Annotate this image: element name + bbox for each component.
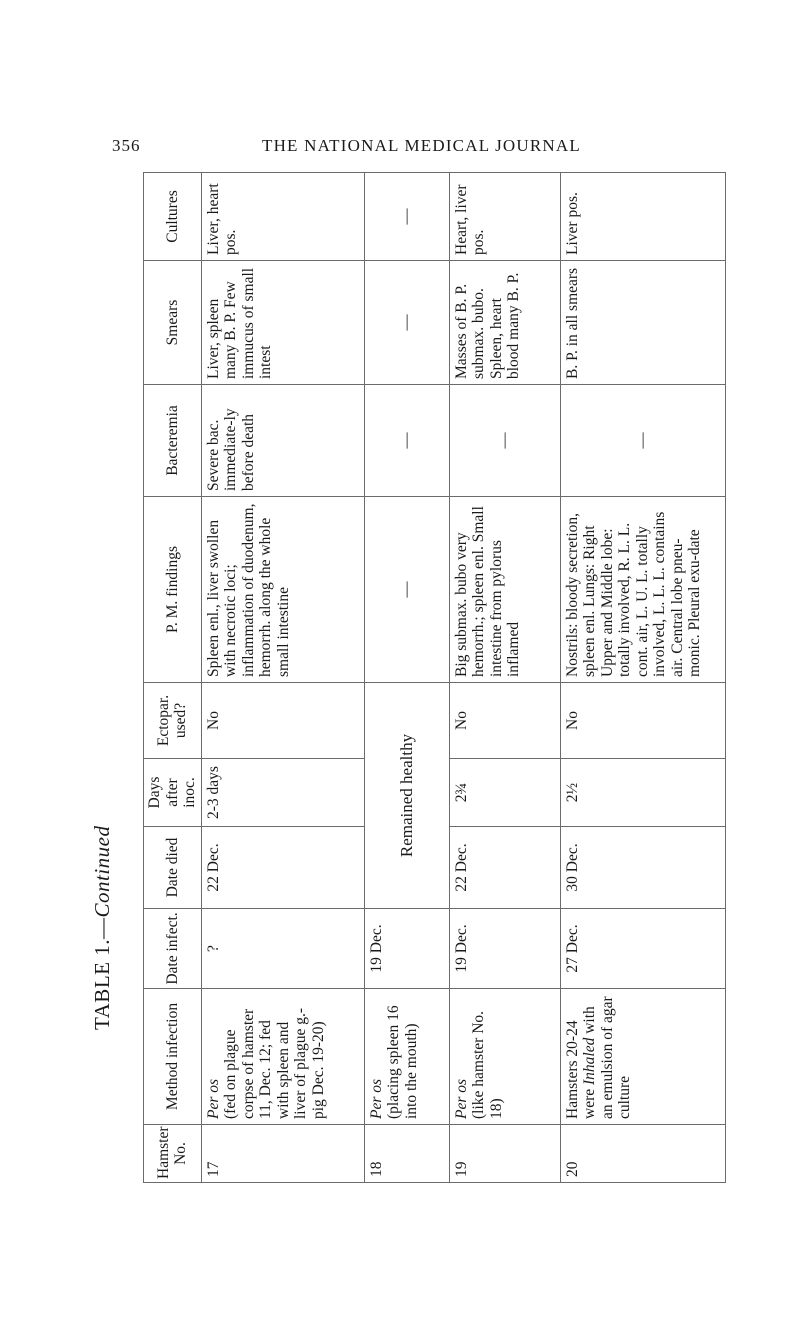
- column-header: Ectopar. used?: [144, 683, 202, 759]
- table-row: [201, 173, 364, 1183]
- hamster-number: 17: [201, 1125, 364, 1183]
- cultures-cell: Liver, heart pos.: [201, 173, 364, 261]
- bacteremia-cell: —: [449, 385, 560, 497]
- days-cell: 2½: [560, 759, 725, 827]
- method-text: with an emulsion of agar culture: [581, 996, 633, 1119]
- method-text: (placing spleen 16 into the mouth): [385, 1005, 420, 1119]
- bacteremia-cell: Severe bac. immediate-ly before death: [201, 385, 364, 497]
- date-died-cell: 22 Dec.: [449, 827, 560, 909]
- cultures-cell: Heart, liver pos.: [449, 173, 560, 261]
- bacteremia-cell: —: [560, 385, 725, 497]
- smears-cell: B. P. in all smears: [560, 261, 725, 385]
- date-infect-cell: 19 Dec.: [449, 909, 560, 989]
- cultures-cell: —: [364, 173, 449, 261]
- method-text: (like hamster No. 18): [470, 1010, 505, 1119]
- table-row: [364, 173, 449, 1183]
- table-row: [449, 173, 560, 1183]
- ectopar-cell: No: [201, 683, 364, 759]
- ectopar-cell: No: [560, 683, 725, 759]
- page-number: 356: [112, 136, 141, 155]
- column-header: Cultures: [144, 173, 202, 261]
- status-cell: Remained healthy: [364, 683, 449, 909]
- table-title-continued: Continued: [90, 825, 114, 918]
- column-header: Method infection: [144, 989, 202, 1125]
- date-died-cell: 22 Dec.: [201, 827, 364, 909]
- days-cell: 2¾: [449, 759, 560, 827]
- method-emphasis: Inhaled: [581, 1037, 598, 1085]
- method-text: (fed on plague corpse of hamster 11, Dec. 12; fed with spleen and liver of plague g.-pig Dec. 19-20): [222, 1007, 327, 1119]
- column-header: Days after inoc.: [144, 759, 202, 827]
- column-header: Hamster No.: [144, 1125, 202, 1183]
- column-header: P. M. findings: [144, 497, 202, 683]
- days-cell: 2-3 days: [201, 759, 364, 827]
- date-infect-cell: ?: [201, 909, 364, 989]
- date-infect-cell: 27 Dec.: [560, 909, 725, 989]
- method-emphasis: Per os: [452, 1078, 470, 1119]
- cultures-cell: Liver pos.: [560, 173, 725, 261]
- pm-findings-cell: Big submax. bubo very hemorrh.; spleen enl. Small intestine from pylorus inflamed: [449, 497, 560, 683]
- method-emphasis: Per os: [204, 1078, 222, 1119]
- method-cell: [201, 989, 364, 1125]
- pm-findings-cell: Spleen enl., liver swollen with necrotic loci; inflammation of duodenum, hemorrh. along the whole small intestine: [201, 497, 364, 683]
- column-header: Date infect.: [144, 909, 202, 989]
- method-prefix: Hamsters 20-24 were: [563, 1020, 598, 1119]
- smears-cell: Liver, spleen many B. P. Few immucus of small intest: [201, 261, 364, 385]
- table-title-main: TABLE 1.—: [90, 917, 114, 1030]
- column-header: Smears: [144, 261, 202, 385]
- table-row: [560, 173, 725, 1183]
- results-table: [143, 172, 726, 1183]
- method-cell: [560, 989, 725, 1125]
- header-row: [144, 173, 202, 1183]
- ectopar-cell: No: [449, 683, 560, 759]
- method-emphasis: Per os: [367, 1078, 385, 1119]
- pm-findings-cell: —: [364, 497, 449, 683]
- hamster-number: 18: [364, 1125, 449, 1183]
- running-head: THE NATIONAL MEDICAL JOURNAL: [262, 136, 581, 155]
- column-header: Bacteremia: [144, 385, 202, 497]
- column-header: Date died: [144, 827, 202, 909]
- date-died-cell: 30 Dec.: [560, 827, 725, 909]
- date-infect-cell: 19 Dec.: [364, 909, 449, 989]
- hamster-number: 20: [560, 1125, 725, 1183]
- smears-cell: Masses of B. P. submax. bubo. Spleen, heart blood many B. P.: [449, 261, 560, 385]
- hamster-number: 19: [449, 1125, 560, 1183]
- bacteremia-cell: —: [364, 385, 449, 497]
- method-cell: [364, 989, 449, 1125]
- method-cell: [449, 989, 560, 1125]
- smears-cell: —: [364, 261, 449, 385]
- pm-findings-cell: Nostrils: bloody secretion, spleen enl. Lungs: Right Upper and Middle lobe: totally involved, R. L. L. cont. air, L. U. L. totally involved, L. L. L. contains air. Central lobe pneu-monic. Pleural exu-date: [560, 497, 725, 683]
